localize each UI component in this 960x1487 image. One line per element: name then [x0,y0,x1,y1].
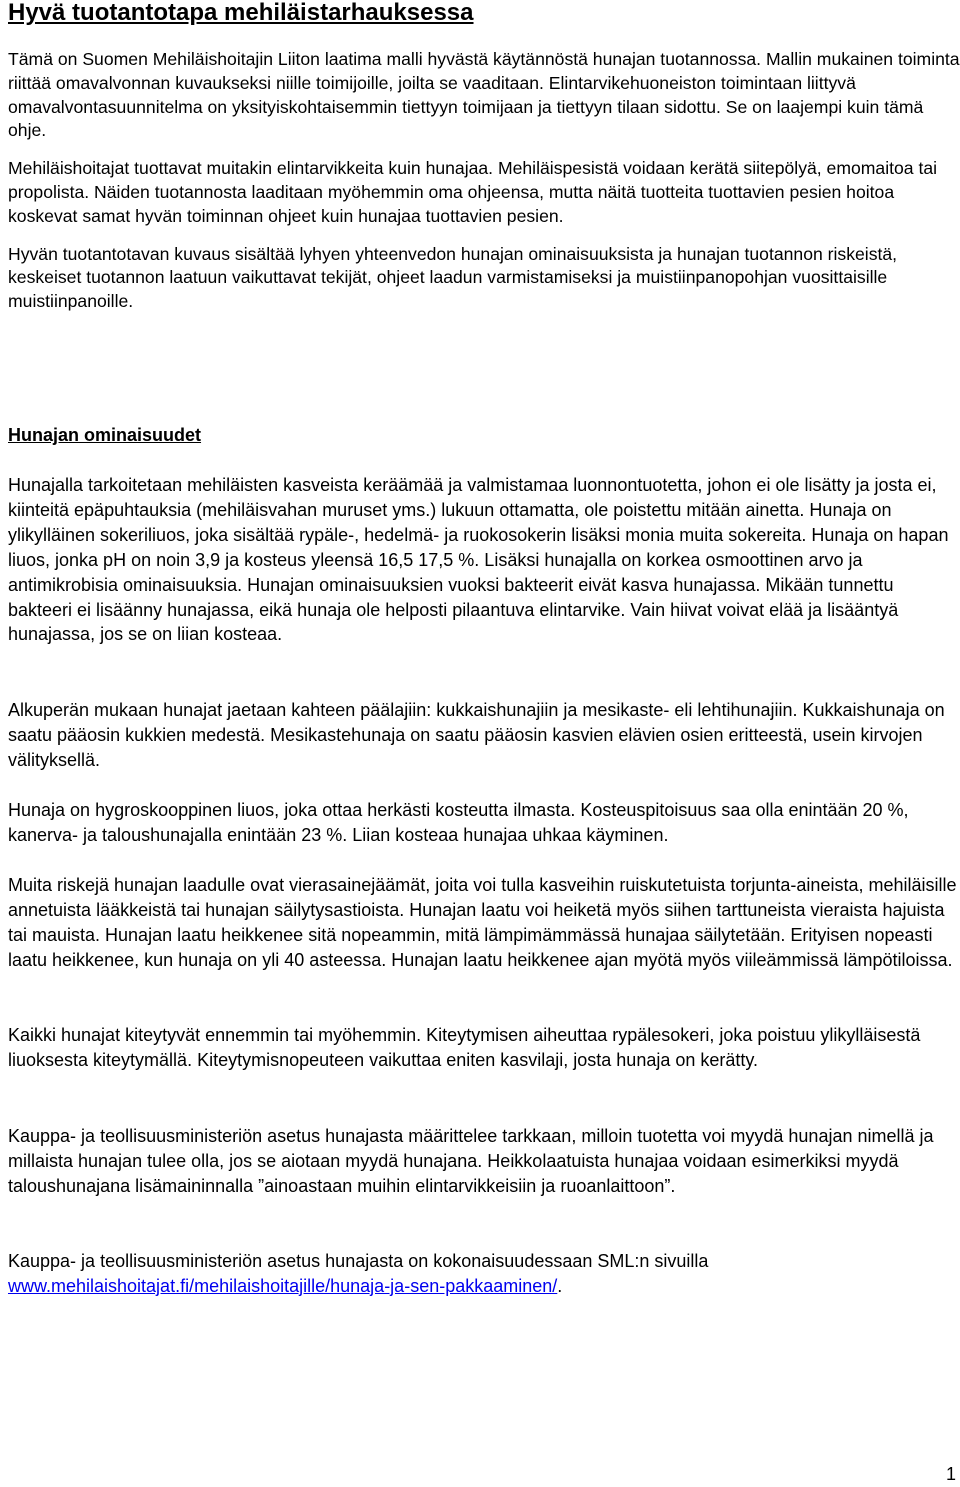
document-title: Hyvä tuotantotapa mehiläistarhauksessa [8,0,474,26]
section-paragraph-3: Hunaja on hygroskooppinen liuos, joka ottaa herkästi kosteutta ilmasta. Kosteuspitoisuus saa olla enintään 20 %, kanerva- ja taloushunajalla enintään 23 %. Liian kosteaa hunajaa uhkaa käyminen. [8,800,909,845]
closing-paragraph [8,1249,960,1299]
intro-section [8,48,960,314]
section-paragraph-1: Hunajalla tarkoitetaan mehiläisten kasveista keräämää ja valmistamaa luonnontuotetta, johon ei ole lisätty ja josta ei, kiinteitä epäpuhtauksia (mehiläisvahan muruset yms.) lukuun ottamatta, ole poistettu mitään ainetta. Hunaja on ylikylläinen sokeriliuos, joka sisältää rypäle-, hedelmä- ja ruokosokerin lisäksi monia muita sokereita. Hunaja on hapan liuos, jonka pH on noin 3,9 ja kosteus yleensä 16,5 17,5 %. Lisäksi hunajalla on korkea osmoottinen arvo ja antimikrobisia ominaisuuksia. Hunajan ominaisuuksien vuoksi bakteerit eivät kasva hunajassa. Mikään tunnettu bakteeri ei lisäänny hunajassa, eikä hunaja ole helposti pilaantuva elintarvike. Vain hiivat voivat elää ja lisääntyä hunajassa, jos se on liian kosteaa. [8,475,949,645]
section-paragraph-4: Muita riskejä hunajan laadulle ovat vierasainejäämät, joita voi tulla kasveihin ruiskutetuista torjunta-aineista, mehiläisille annetuista lääkkeistä tai hunajan säilytysastioista. Hunajan laatu voi heiketä myös siihen tarttuneista vieraista hajuista tai mauista. Hunajan laatu heikkenee sitä nopeammin, mitä lämpimämmässä hunajaa säilytetään. Erityisen nopeasti laatu heikkenee, kun hunaja on yli 40 asteessa. Hunajan laatu heikkenee ajan myötä myös viileämmissä lämpötiloissa. [8,875,957,970]
closing-text: Kauppa- ja teollisuusministeriön asetus hunajasta on kokonaisuudessaan SML:n sivuilla [8,1251,709,1271]
closing-period: . [557,1275,563,1296]
page-number: 1 [945,1464,956,1484]
intro-paragraph-3: Hyvän tuotantotavan kuvaus sisältää lyhyen yhteenvedon hunajan ominaisuuksista ja hunajan tuotannon riskeistä, keskeiset tuotannon laatuun vaikuttavat tekijät, ohjeet laadun varmistamiseksi ja muistiinpanopohjan vuosittaisille muistiinpanoille. [8,243,898,312]
intro-paragraph-2: Mehiläishoitajat tuottavat muitakin elintarvikkeita kuin hunajaa. Mehiläispesistä voidaan kerätä siitepölyä, emomaitoa tai propolista. Näiden tuotannosta laaditaan myöhemmin oma ohjeensa, mutta näitä tuotteita tuottavien pesien hoitoa koskevat samat hyvän toiminnan ohjeet kuin hunajaa tuottavien pesien. [8,158,938,226]
section-paragraph-2: Alkuperän mukaan hunajat jaetaan kahteen päälajiin: kukkaishunajiin ja mesikaste- eli lehtihunajiin. Kukkaishunaja on saatu pääosin kukkien medestä. Mesikastehunaja on saatu pääosin kasvien elävien osien eritteestä, usein kirvojen välityksellä. [8,700,945,770]
section-paragraph-5: Kaikki hunajat kiteytyvät ennemmin tai myöhemmin. Kiteytymisen aiheuttaa rypälesokeri, joka poistuu ylikylläisestä liuoksesta kiteytymällä. Kiteytymisnopeuteen vaikuttaa eniten kasvilaji, josta hunaja on kerätty. [8,1025,921,1070]
section-paragraph-6: Kauppa- ja teollisuusministeriön asetus hunajasta määrittelee tarkkaan, milloin tuotetta voi myydä hunajan nimellä ja millaista hunajan tulee olla, jos se aiotaan myydä hunajana. Heikkolaatuista hunajaa voidaan esimerkiksi myydä taloushunajana lisämaininnalla ”ainoastaan muihin elintarvikkeisiin ja ruoanlaittoon”. [8,1126,934,1196]
intro-paragraph-1: Tämä on Suomen Mehiläishoitajin Liiton laatima malli hyvästä käytännöstä hunajan tuotannossa. Mallin mukainen toiminta riittää omavalvonnan kuvaukseksi niille toimijoille, joilta se vaaditaan. Elintarvikehuoneiston toimintaan liittyvä omavalvontasuunnitelma on yksityiskohtaisemmin tiettyyn toimijaan ja tiettyyn tilaan sidottu. Se on laajempi kuin tämä ohje. [8,49,960,141]
section-heading: Hunajan ominaisuudet [8,425,202,445]
asetus-link[interactable]: www.mehilaishoitajat.fi/mehilaishoitajille/hunaja-ja-sen-pakkaaminen/ [8,1275,558,1296]
